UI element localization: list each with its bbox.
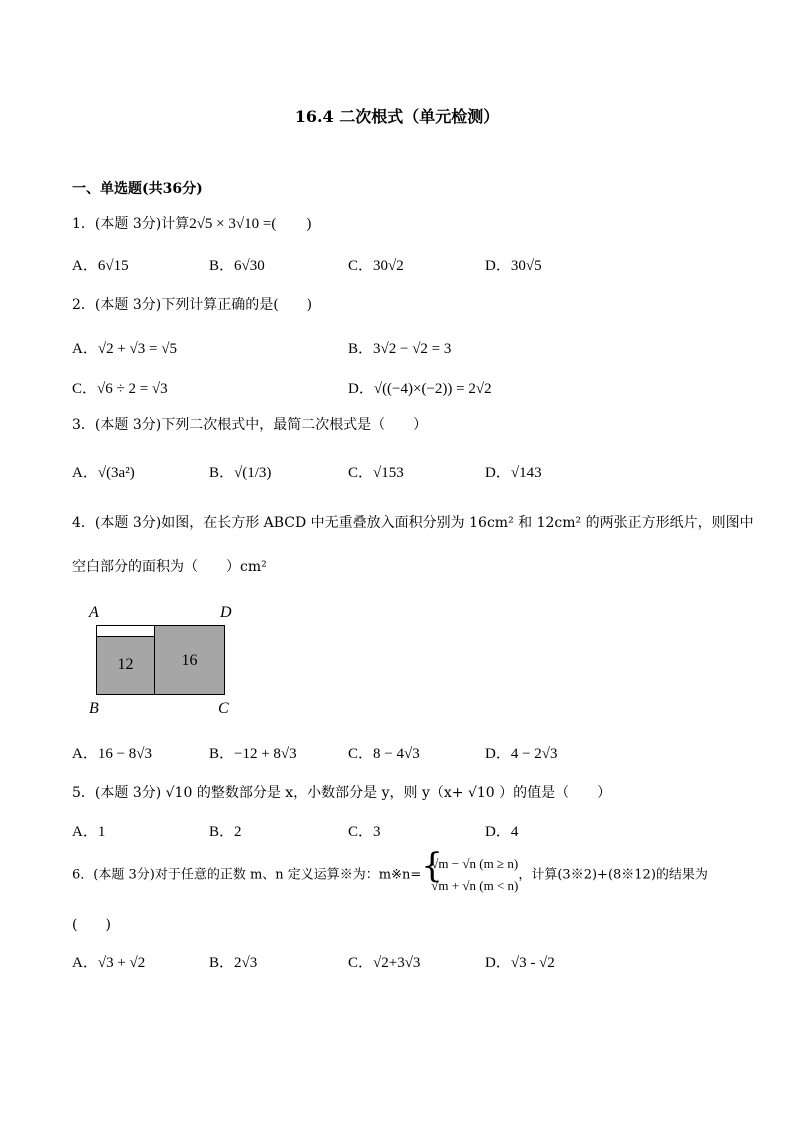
figure-label-b: B (89, 700, 99, 717)
question-6-prefix: 6．(本题 3分)对于任意的正数 m、n 定义运算※为：m※n= (72, 867, 422, 883)
question-1-option-b: B．6√30 (209, 258, 265, 274)
question-1-prefix: 1．(本题 3分)计算 (72, 216, 190, 232)
question-3-option-a: A．√(3a²) (72, 465, 135, 481)
brace-icon: { (421, 846, 443, 886)
question-1-option-c: C．30√2 (348, 258, 404, 274)
question-4-option-b: B．−12 + 8√3 (209, 746, 297, 762)
figure-label-d: D (220, 604, 232, 621)
rectangle-figure (86, 600, 246, 720)
question-6-option-c: C．√2+3√3 (348, 955, 421, 971)
question-1-option-a: A．6√15 (72, 258, 129, 274)
question-6-suffix: ，计算(3※2)+(8※12)的结果为 (518, 867, 708, 883)
question-5-option-d: D．4 (485, 824, 519, 840)
small-square-12: 12 (96, 636, 155, 695)
question-6-option-b: B．2√3 (209, 955, 258, 971)
question-6-option-d: D．√3 - √2 (485, 955, 555, 971)
question-3-stem: 3．(本题 3分)下列二次根式中，最简二次根式是（ ） (72, 417, 428, 433)
question-2-option-c: C．√6 ÷ 2 = √3 (72, 381, 168, 397)
question-4-option-c: C．8 − 4√3 (348, 746, 420, 762)
question-6-stem-line2: ( ) (72, 917, 111, 933)
question-3-option-d: D．√143 (485, 465, 542, 481)
question-1-stem (72, 212, 311, 233)
question-2-stem: 2．(本题 3分)下列计算正确的是( ) (72, 297, 313, 313)
piecewise-case-2: √m + √n (m < n) (431, 878, 519, 893)
question-5-stem: 5．(本题 3分) √10 的整数部分是 x，小数部分是 y，则 y（x+ √10 ）的值是（ ） (72, 785, 612, 801)
question-2-option-d: D．√((−4)×(−2)) = 2√2 (348, 381, 492, 397)
question-1-expression: 2√5 × 3√10 =( ) (189, 216, 312, 232)
piecewise-definition (421, 846, 519, 897)
question-3-option-c: C．√153 (348, 465, 404, 481)
figure-label-a: A (89, 604, 99, 621)
question-3-option-b: B．√(1/3) (209, 465, 272, 481)
question-1-option-d: D．30√5 (485, 258, 542, 274)
large-square-16: 16 (154, 625, 225, 695)
question-5-option-a: A．1 (72, 824, 106, 840)
section-heading: 一、单选题(共36分) (72, 181, 203, 197)
question-2-option-b: B．3√2 − √2 = 3 (348, 341, 452, 357)
question-4-option-d: D．4 − 2√3 (485, 746, 558, 762)
question-6-option-a: A．√3 + √2 (72, 955, 146, 971)
question-5-option-b: B．2 (209, 824, 242, 840)
question-4-stem-line1: 4．(本题 3分)如图，在长方形 ABCD 中无重叠放入面积分别为 16cm² 和 12cm² 的两张正方形纸片，则图中 (72, 515, 754, 531)
question-4-option-a: A．16 − 8√3 (72, 746, 153, 762)
page-title: 16.4 二次根式（单元检测） (294, 107, 500, 126)
question-2-option-a: A．√2 + √3 = √5 (72, 341, 177, 357)
question-5-option-c: C．3 (348, 824, 381, 840)
figure-label-c: C (218, 700, 229, 717)
question-6-stem (72, 846, 708, 897)
question-4-stem-line2: 空白部分的面积为（ ）cm² (72, 559, 267, 575)
piecewise-case-1: √m − √n (m ≥ n) (431, 856, 519, 871)
